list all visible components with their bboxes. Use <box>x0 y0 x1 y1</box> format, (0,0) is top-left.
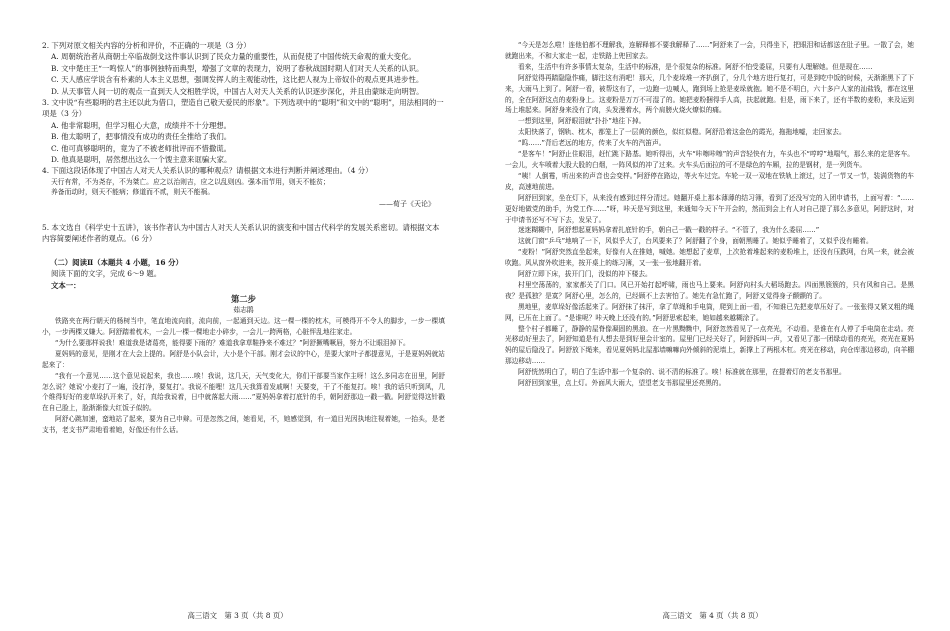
article-paragraph: 整个村子都睡了，静静的屋脊像凝固的黑浪。在一片黑黝黝中，阿舒忽然看见了一点亮光，不动看。是谁在有人停了手电筒在走动。亮光移动好里去了，阿舒知道是有人想去是到好里会计室的。屋里门已经关好了，阿舒拆叫一声，又看见了那一团绿动看的亮光，亮光在夏妈妈的屋后隐没了。阿舒放下绳来，看见夏妈妈北屋那墙嘛嘛向外倾斜的泥墙上，新撑上了两根木杠。亮光在移动，向仓库那边移动，向羊棚那边移动…… <box>505 324 914 366</box>
article-paragraph: 一想到这里，阿舒眼泪就“扑扑”地往下掉。 <box>518 117 646 126</box>
question-3-option-c: C. 他可真够聪明的，竟为了不被老师批评而不惜撒谎。 <box>51 143 232 153</box>
article-paragraph: “为什么要那样说我！难道我是诸葛亮，能得要下雨的？难道我拿草鞋挣来不难过？”阿舒撅嘴噘唇，努力不让眼泪掉下。 <box>55 338 410 347</box>
text-label: 文本一： <box>51 280 81 290</box>
article-paragraph: “呜……”背后老远的地方，传来了火车的汽笛声。 <box>518 139 666 148</box>
article-paragraph: 铁路夹在两行朝天的杨树当中，笔直地流向前，流向前，一起通到天边。这一棵一棵的枕木，可模得开不令人的脚步，一步一棵填小，一步两棵又嫌大。阿舒踏着枕木，一会儿一棵一棵地走小碎步，一会儿一跨两格，心脏怦乱地往家走。 <box>42 317 445 336</box>
question-3-option-d: D. 他真是聪明，居然想出这么一个馊主意来诓骗大家。 <box>51 155 232 165</box>
question-4-quote-source: ——荀子《天论》 <box>379 200 435 209</box>
article-title: 第二步 <box>230 294 257 305</box>
article-paragraph: 这就门窗“乒乓”地响了一下，风似乎大了，台风要来了？阿舒翻了个身，面朝黑睡了。她似乎睡着了，又似乎没有睡着。 <box>518 237 873 246</box>
question-5-stem: 5. 本文选自《科学史十五讲》，该书作者认为中国古人对天人关系认识的演变和中国古代科学的发展关系密切。请根据文本内容简要阐述作者的观点。（6 分） <box>42 223 440 244</box>
article-paragraph: 夏妈妈的意见，是刚才在大会上提的。阿舒是小队会计，大小是个干部。刚才会议的中心，是要大家叶子都提意见，于是夏妈妈就站起来了： <box>42 349 445 369</box>
question-3-stem: 3. 文中说“有些聪明的君主还以此为借口，塑造自己敬天爱民的形象”。下列选项中的“聪明”和文中的“聪明”，用法相同的一项是（3 分） <box>42 98 444 119</box>
article-paragraph: 黑地里，麦草垛好像活起来了。阿舒抹了抹汗，拿了草绳和手电筒，爬到上面一看，不知谁已先把麦草压好了。一张张得又紧又粗的绳网，已压在上面了。“是谁呢？咔天晚上还没有的。”阿舒思索起来，她如越来越糊涂了。 <box>505 302 914 322</box>
question-3-option-b: B. 他太聪明了，把事情没有成功的责任全推给了我们。 <box>51 132 232 142</box>
article-paragraph: 阿舒回到家，坐在灯下，从来没有感到过样分清过。她翻开桌上那本薄薄的结习簿，看到了还没写完的入团申请书，上面写着：“……更好地做党的助手，为党工作……”呀，咔天是写到这里，来通知今天下午开会的，然而到会上有人对自己提了那么多意见，阿舒这时，对于申请书还写不写下去，发呆了。 <box>505 193 914 224</box>
question-3-option-a: A. 他非常聪明，但学习粗心大意，成绩并不十分理想。 <box>51 120 232 130</box>
question-4-quote-line-2: 养备而动时，则天不能病；修道而不贰，则天不能祸。 <box>51 188 215 197</box>
section-instruction: 阅读下面的文字，完成 6～9 题。 <box>51 269 162 279</box>
article-paragraph: “是客车！”阿舒止住眼泪，赶忙跳下路基。她听得出，火车“咔嚓咔嚓”的声音轻快有力，车头也不“哼哼”地喘气，那么来的定是客车。一会儿，火车喷着大股大股的白烟，一阵风似的冲了过来。火车头后面拉的可不是绿色的车厢，拉的是钢材，是一列货车。 <box>505 150 914 169</box>
article-author: 茹志鹃 <box>233 306 254 315</box>
article-paragraph: 阿舒觉得再踏隐隐作痛，脚注这有消吧！那天，几个麦垛堆一齐扒倒了，分几个地方进行复打，可是到吃中饭的时候，天渐渐黑下了下来，大雨马上到了。阿舒一看，被帮这有了，一边跑一边喊人，跑到场上抢是麦垛就抱。她不是不明白，六十多户人家的汕盐钱，都在这里的，全在阿舒这点的麦粉身上。这麦粉是万万不可湿了的。她把麦粉捆得手人高，扶起就跑。但是，雨下来了，还有半数的麦粉，来及运到场上堆起来。阿舒身来没有了肉，头发漫着水，两个肩膀火烧火燎似的痛。 <box>505 73 914 115</box>
question-2-option-d: D. 从天事管人间一切的观点一直到天人交相胜学说，中国古人对天人关系的认识逐步深化，并且由蒙昧走向明智。 <box>51 86 424 96</box>
article-paragraph: 太阳快落了，钢轨、枕木，都笼上了一层黄的颜色，似红似橙。阿舒沿着这金色的霞光，拖拖地嘘，走回家去。 <box>518 128 846 137</box>
article-paragraph: 阿舒心跳加速，蛮地站了起来，要为自己申辩。可是忽然之间，她看见，不，她感觉到，有一道目光因执地注视着她，一抬头，是老支书，老支书严肃地看着她，好像还有什么话。 <box>42 415 445 435</box>
question-4-quote-line-1: 天行有常，不为尧存，不为桀亡。应之以治则吉，应之以乱则凶。强本而节用，则天不能贫； <box>51 177 330 186</box>
article-paragraph: 阿舒立即下床，拔开门门，没似的冲下楼去。 <box>518 270 652 279</box>
page-footer: 高三语文 第 3 页（共 8 页） <box>187 611 288 620</box>
article-paragraph: “今天是怎么啦！连他伯都不理解我，连解释都不要我解释了……”阿舒来了一会，只得坐下，把眼泪和话都送在肚子里。一散了会，她就跑出来，不和大家走一起，走铁路上兜回家去。 <box>505 41 914 60</box>
article-paragraph: 看来，生活中有许多事情太复杂，生活中的标准，是个很复杂的标准。阿舒不怕受委屈，只要有人理解她。但是现在…… <box>518 62 873 71</box>
page-footer: 高三语文 第 4 页（共 8 页） <box>662 611 763 620</box>
article-paragraph: 阿舒回到家里，点上灯。外面风大雨大，望望老支书那屋里还亮黑的。 <box>518 379 726 388</box>
article-paragraph: 阿舒恍然明白了，明白了生活中那一个复杂的、说不清的标准了。唉！标准就在那里，在提着灯的老支书那里。 <box>518 368 846 377</box>
article-paragraph: 村里空荡荡的，家家都关了门口。风已开始打起呼啸，雨也马上要来。阿舒向村头大稻场跑去。四面黑簇簇的，只有风和自己。是黑夜？是孤独？是寞？阿舒心里，怎么的，已经顾不上去害怕了。她先有急忙跑了，阿舒又觉得身子颤颤的了。 <box>505 280 914 300</box>
article-paragraph: “麦粉！”阿舒突然直坐起来，好像有人在推她，喊她。她想起了麦草，上次抢着堆起来的麦粉堆上，还没有压跌网，台风一来，就会被吹跑。风从窗外吹进来，按开桌上的练习簿，又一张一张地翻开着。 <box>505 248 914 268</box>
page-4 <box>475 0 950 631</box>
question-2-option-c: C. 天人感应学说含有朴素的人本主义思想，强调发挥人的主观能动性，这比把人视为上帝奴仆的观点更具进步性。 <box>51 75 424 85</box>
article-paragraph: “咦！人倒霉，听出来的声音也会变样。”阿舒停在路边，等火车过完。车轮一双一双地在铁轨上滚过，过了一节又一节，装满货物的车皮，高速地前进。 <box>505 171 914 191</box>
question-2-stem: 2. 下列对原文相关内容的分析和评价，不正确的一项是（3 分） <box>42 41 251 50</box>
question-4-stem: 4. 下面这段话体现了中国古人对天人关系认识的哪种观点？请根据文本进行判断并阐述理由。（4 分） <box>42 166 373 176</box>
article-paragraph: “我有一个意见……这个意见说起来，我也……唉！我说，这几天，天气变化大，你们干部要当家作主呀！这么多同志在田里，阿舒怎么说？她说‘小麦打了一遍，没打净，要复打’。我说不能哩！这几天我算看发戚啊！天要变，干了不能复打。唉！我的话只听到风，几个维得好好的麦草垛扒开来了，好，真给我说着，日中就落起大雨……”夏妈妈拿着打底针的手，朝阿舒那边一戳一戳。阿舒觉得这针戳在自己脸上，脸渐渐像大红饭子似的。 <box>42 371 445 413</box>
section-heading: （二）阅读Ⅱ（本题共 4 小题，16 分） <box>50 257 183 267</box>
question-2-option-b: B. 文中楚庄王“一鸣惊人”的事例独特而典型，增强了文章的表现力，说明了春秋战国时期人们对天人关系的认识。 <box>51 63 424 73</box>
article-paragraph: 迷迷糊糊中，阿舒想起夏妈妈拿着扎底针的手，朝自己一戳一戳的样子。“不管了，我为什么委屈……” <box>518 226 820 235</box>
question-2-option-a: A. 周朝统治者从商朝士卒临战倒戈这件事认识到了民众力量的重要性，从而促使了中国传统天命观的重大变化。 <box>51 52 416 62</box>
